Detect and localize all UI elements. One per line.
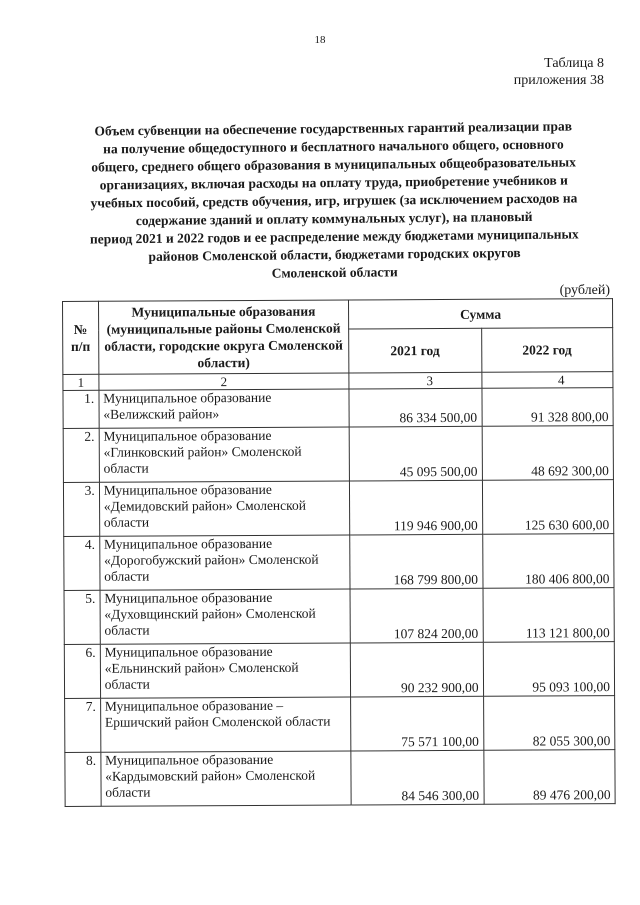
amount-2022: 125 630 600,00 [482,480,614,535]
units-label: (рублей) [559,283,610,298]
table-row [65,696,615,753]
municipality-name: Муниципальное образование «Велижский район» [99,389,349,428]
table-row [63,388,613,429]
table-row [64,534,614,591]
title-line: содержание зданий и оплату коммунальных услуг), на плановый [135,208,533,229]
header-num: № п/п [63,301,99,374]
row-number: 3. [63,482,99,536]
municipality-name: Муниципальное образование «Духовщинский район» Смоленской области [100,589,351,644]
amount-2021: 168 799 800,00 [350,534,483,589]
amount-2022: 113 121 800,00 [483,588,615,643]
row-number: 1. [63,390,99,428]
column-number: 2 [99,373,349,390]
table-row [63,480,613,537]
amount-2021: 45 095 500,00 [349,426,482,481]
amount-2022: 180 406 800,00 [482,534,614,589]
table-row [64,588,614,645]
amount-2021: 107 824 200,00 [350,588,483,643]
title-line: общего, среднего общего образования в муниципальных общеобразовательных [91,154,577,175]
table-row [63,426,613,483]
table-label: Таблица 8 [544,56,604,71]
table-reference [514,55,604,89]
column-number: 3 [349,372,482,389]
municipality-name: Муниципальное образование «Демидовский район» Смоленской области [99,481,350,536]
municipality-name: Муниципальное образование – Ершичский район Смоленской области [100,697,351,752]
title-line: районов Смоленской области, бюджетами городских округов [148,245,521,264]
title-line: организациях, включая расходы на оплату труда, приобретение учебников и [99,172,568,193]
amount-2022: 95 093 100,00 [483,642,615,697]
amount-2022: 82 055 300,00 [483,696,615,751]
row-number: 4. [64,536,100,590]
amount-2022: 91 328 800,00 [481,388,613,427]
municipality-name: Муниципальное образование «Дорогобужский район» Смоленской области [99,535,350,590]
municipality-name: Муниципальное образование «Кардымовский район» Смоленской области [101,751,352,806]
amount-2021: 90 232 900,00 [350,642,483,697]
row-number: 8. [65,752,101,806]
amount-2021: 84 546 300,00 [351,750,484,805]
amount-2021: 119 946 900,00 [349,480,482,535]
column-number: 4 [481,372,613,389]
amount-2021: 86 334 500,00 [349,388,482,427]
appendix-label: приложения 38 [513,73,604,88]
amount-2022: 89 476 200,00 [483,750,615,805]
title-line: период 2021 и 2022 годов и ее распределение между бюджетами муниципальных [89,226,579,247]
title-line: Смоленской области [271,264,398,281]
table-row [65,750,615,807]
subsidy-table [62,298,616,807]
municipality-name: Муниципальное образование «Ельнинский район» Смоленской области [100,643,351,698]
header-municipality: Муниципальные образования (муниципальные районы Смоленской области, городские округа Смоленской области) [98,300,349,374]
title-line: Объем субвенции на обеспечение государственных гарантий реализации прав [94,118,573,139]
row-number: 2. [63,428,99,482]
page-number: 18 [314,34,326,46]
header-sum: Сумма [349,299,613,330]
title-line: учебных пособий, средств обучения, игр, игрушек (за исключением расходов на [90,190,578,211]
amount-2021: 75 571 100,00 [351,696,484,751]
row-number: 6. [64,644,100,698]
header-year-2021: 2021 год [349,329,482,373]
row-number: 7. [65,698,101,752]
municipality-name: Муниципальное образование «Глинковский район» Смоленской области [99,427,350,482]
document-title [53,117,615,285]
header-year-2022: 2022 год [481,328,613,372]
title-line: на получение общедоступного и бесплатного начального общего, основного [103,136,564,157]
amount-2022: 48 692 300,00 [482,426,614,481]
table-row [64,642,614,699]
row-number: 5. [64,590,100,644]
column-number: 1 [63,374,99,390]
